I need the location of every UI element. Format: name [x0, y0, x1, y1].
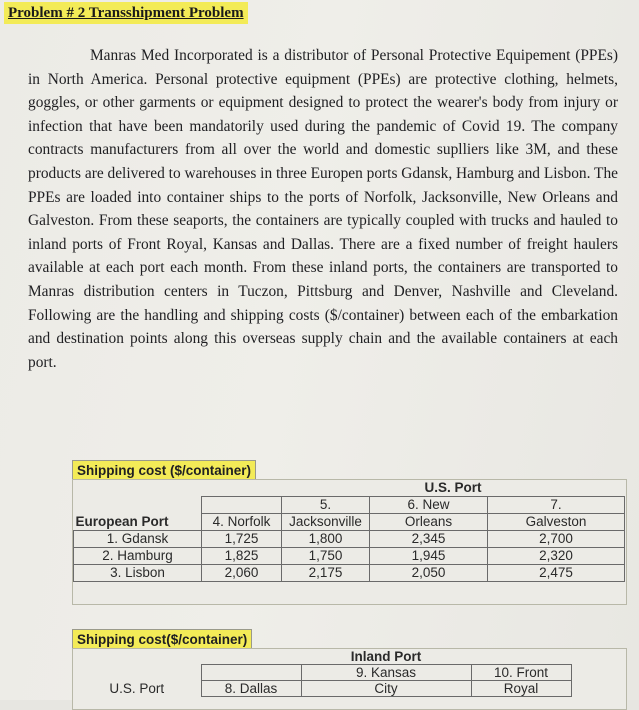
cell: 2,320 [488, 548, 625, 565]
table1-col-header-2b: Jacksonville [282, 514, 370, 531]
table2-title: Shipping cost($/container) [72, 629, 252, 651]
cell: 2,475 [488, 565, 625, 582]
cell: 2,345 [370, 531, 488, 548]
table1-col-header-4a: 7. [488, 497, 625, 514]
row-label: 3. Lisbon [74, 565, 202, 582]
cell: 1,945 [370, 548, 488, 565]
table1-col-header-1: 4. Norfolk [202, 514, 282, 531]
table-row [74, 548, 625, 565]
cell: 2,700 [488, 531, 625, 548]
table1-row-header: European Port [75, 513, 169, 529]
table-row [74, 565, 625, 582]
shipping-cost-table-2 [72, 648, 627, 710]
table1-title: Shipping cost ($/container) [72, 460, 256, 482]
table1-group-header: U.S. Port [424, 480, 482, 495]
table1-col-header-4b: Galveston [488, 514, 625, 531]
table2-col-header-2a: 9. Kansas [301, 665, 471, 681]
table2-row-header: U.S. Port [109, 681, 165, 696]
cell: 2,175 [282, 565, 370, 582]
row-label: 2. Hamburg [74, 548, 202, 565]
table2-col-header-3b: Royal [471, 681, 571, 697]
cell: 1,825 [202, 548, 282, 565]
cell: 1,800 [282, 531, 370, 548]
cell: 2,050 [370, 565, 488, 582]
table-row [74, 531, 625, 548]
table1-col-header-3b: Orleans [370, 514, 488, 531]
table2-col-header-2b: City [301, 681, 471, 697]
cell: 2,060 [202, 565, 282, 582]
table1-col-header-2a: 5. [282, 497, 370, 514]
cell: 1,725 [202, 531, 282, 548]
table2-group-header: Inland Port [350, 649, 422, 664]
row-label: 1. Gdansk [74, 531, 202, 548]
problem-title: Problem # 2 Transshipment Problem [4, 2, 248, 24]
table1-col-header-3a: 6. New [370, 497, 488, 514]
table2-col-header-1: 8. Dallas [201, 681, 301, 697]
cell: 1,750 [282, 548, 370, 565]
problem-paragraph [28, 44, 618, 374]
shipping-cost-table-1 [72, 479, 627, 605]
paragraph-text: Manras Med Incorporated is a distributor of Personal Protective Equipement (PPEs) in North America. Personal protective equipment (PPEs) are protective clothing, helmets, goggles, or other garments or equipment designed to protect the wearer's body from injury or infection that have been mandatorily used during the pandemic of Covid 19. The company contracts manufacturers from all over the world and domestic suplliers like 3M, and these products are delivered to warehouses in three Europen ports Gdansk, Hamburg and Lisbon. The PPEs are loaded into container ships to the ports of Norfolk, Jacksonville, New Orleans and Galveston. From these seaports, the containers are typically coupled with trucks and hauled to inland ports of Front Royal, Kansas and Dallas. There are a fixed number of freight haulers available at each port each month. From these inland ports, the containers are transported to Manras distribution centers in Tuczon, Pittsburg and Denver, Nashville and Cleveland. Following are the handling and shipping costs ($/container) between each of the embarkation and destination points along this overseas supply chain and the available containers at each port. [28, 47, 618, 371]
table2-col-header-3a: 10. Front [471, 665, 571, 681]
